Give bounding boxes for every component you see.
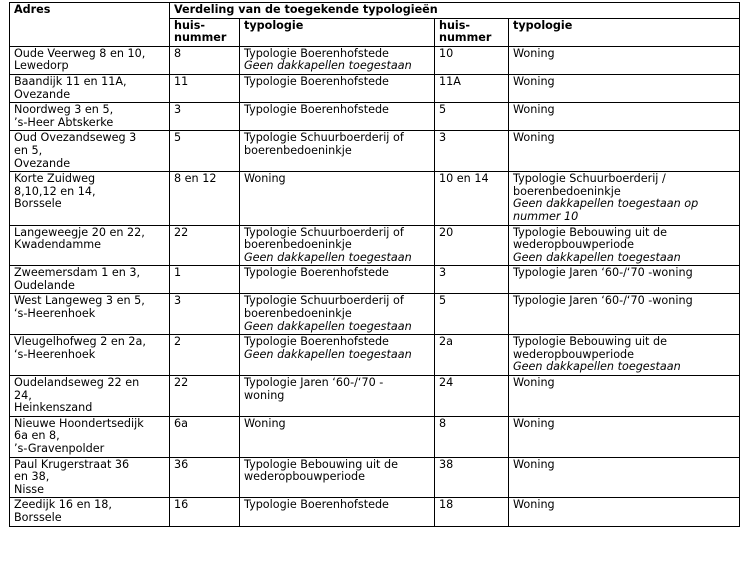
typology-note: Geen dakkapellen toegestaan <box>244 59 412 73</box>
house-number-1-cell <box>170 376 240 417</box>
cell-text: woning <box>244 388 285 402</box>
table-row <box>10 416 740 457</box>
table-row <box>10 225 740 266</box>
address-cell <box>10 74 170 102</box>
cell-text: Woning <box>244 416 286 430</box>
cell-text: Typologie Schuurboerderij of <box>244 225 404 239</box>
cell-text: Typologie Bebouwing uit de <box>513 335 667 349</box>
house-number-1-cell <box>170 103 240 131</box>
cell-text: 10 <box>439 46 454 60</box>
cell-text: Typologie Jaren ‘60-/‘70 -woning <box>513 294 693 308</box>
cell-text: wederopbouwperiode <box>244 470 366 484</box>
typology-2-cell <box>509 103 740 131</box>
address-cell <box>10 172 170 225</box>
house-number-2-cell <box>435 335 509 376</box>
house-number-2-cell <box>435 457 509 498</box>
typology-note: Geen dakkapellen toegestaan <box>513 360 681 374</box>
cell-text: Borssele <box>14 510 62 524</box>
cell-text: Nisse <box>14 482 45 496</box>
house-number-1-cell <box>170 498 240 526</box>
typology-2-cell <box>509 376 740 417</box>
table-row <box>10 46 740 74</box>
cell-text: West Langeweg 3 en 5, <box>14 294 145 308</box>
typology-1-cell <box>240 131 435 172</box>
table-row <box>10 376 740 417</box>
table-row <box>10 294 740 335</box>
cell-text: 2 <box>174 335 182 349</box>
table-row <box>10 131 740 172</box>
cell-text: Korte Zuidweg <box>14 172 96 186</box>
cell-text: Woning <box>513 46 555 60</box>
cell-text: Typologie Boerenhofstede <box>244 103 389 117</box>
typology-1-cell <box>240 46 435 74</box>
cell-text: Typologie Schuurboerderij / <box>513 172 666 186</box>
cell-text: Noordweg 3 en 5, <box>14 103 114 117</box>
table-row <box>10 498 740 526</box>
header-house-number-1-line2: nummer <box>174 31 227 45</box>
cell-text: Typologie Jaren ‘60-/‘70 -woning <box>513 266 693 280</box>
typology-2-cell <box>509 74 740 102</box>
header-house-number-2 <box>435 18 509 46</box>
house-number-1-cell <box>170 266 240 294</box>
cell-text: ’s-Gravenpolder <box>14 442 105 455</box>
typology-1-cell <box>240 103 435 131</box>
typology-note: Geen dakkapellen toegestaan <box>513 250 681 264</box>
house-number-2-cell <box>435 225 509 266</box>
cell-text: Woning <box>513 103 555 117</box>
house-number-1-cell <box>170 335 240 376</box>
typology-2-cell <box>509 335 740 376</box>
cell-text: Typologie Schuurboerderij of <box>244 131 404 145</box>
house-number-2-cell <box>435 294 509 335</box>
cell-text: 18 <box>439 498 454 512</box>
typology-note-line: nummer 10 <box>513 209 579 223</box>
typology-1-cell <box>240 294 435 335</box>
typology-1-cell <box>240 457 435 498</box>
house-number-1-cell <box>170 294 240 335</box>
house-number-2-cell <box>435 103 509 131</box>
typology-note: Geen dakkapellen toegestaan <box>244 347 412 361</box>
address-cell <box>10 103 170 131</box>
cell-text: 2a <box>439 335 453 349</box>
address-cell <box>10 131 170 172</box>
typology-2-cell <box>509 46 740 74</box>
cell-text: Zweemersdam 1 en 3, <box>14 266 141 280</box>
cell-text: wederopbouwperiode <box>513 238 635 252</box>
table-row <box>10 457 740 498</box>
typology-1-cell <box>240 225 435 266</box>
cell-text: ‘s-Heerenhoek <box>14 307 96 321</box>
cell-text: 36 <box>174 457 189 471</box>
house-number-2-cell <box>435 266 509 294</box>
cell-text: Oud Ovezandseweg 3 <box>14 131 137 145</box>
cell-text: 8 <box>439 416 447 430</box>
typology-2-cell <box>509 172 740 225</box>
table-header <box>10 3 740 47</box>
table-row <box>10 74 740 102</box>
cell-text: 24, <box>14 388 32 402</box>
house-number-2-cell <box>435 172 509 225</box>
cell-text: 8,10,12 en 14, <box>14 184 96 198</box>
address-cell <box>10 225 170 266</box>
cell-text: Woning <box>513 416 555 430</box>
cell-text: 16 <box>174 498 189 512</box>
typology-2-cell <box>509 416 740 457</box>
house-number-2-cell <box>435 416 509 457</box>
address-cell <box>10 335 170 376</box>
cell-text: Typologie Boerenhofstede <box>244 46 389 60</box>
cell-text: Typologie Boerenhofstede <box>244 74 389 88</box>
typology-document <box>9 2 739 527</box>
cell-text: 38 <box>439 457 454 471</box>
cell-text: Ovezande <box>14 156 71 170</box>
typology-1-cell <box>240 335 435 376</box>
address-cell <box>10 416 170 457</box>
cell-text: boerenbedoeninkje <box>244 307 352 321</box>
header-typology-1: typologie <box>240 18 435 46</box>
house-number-1-cell <box>170 46 240 74</box>
cell-text: boerenbedoeninkje <box>244 238 352 252</box>
typology-1-cell <box>240 172 435 225</box>
cell-text: Paul Krugerstraat 36 <box>14 457 130 471</box>
cell-text: boerenbedoeninkje <box>513 184 621 198</box>
typology-1-cell <box>240 376 435 417</box>
table-row <box>10 172 740 225</box>
cell-text: Vleugelhofweg 2 en 2a, <box>14 335 146 349</box>
cell-text: 22 <box>174 376 189 390</box>
cell-text: ‘s-Heerenhoek <box>14 347 96 361</box>
cell-text: Typologie Boerenhofstede <box>244 266 389 280</box>
house-number-2-cell <box>435 498 509 526</box>
cell-text: Oudelandseweg 22 en <box>14 376 140 390</box>
house-number-1-cell <box>170 225 240 266</box>
cell-text: Kwadendamme <box>14 238 102 252</box>
cell-text: Woning <box>513 498 555 512</box>
cell-text: Zeedijk 16 en 18, <box>14 498 112 512</box>
house-number-2-cell <box>435 74 509 102</box>
typology-2-cell <box>509 266 740 294</box>
cell-text: Typologie Boerenhofstede <box>244 498 389 512</box>
cell-text: Baandijk 11 en 11A, <box>14 74 127 88</box>
address-cell <box>10 46 170 74</box>
header-address: Adres <box>10 3 170 47</box>
header-row-top <box>10 3 740 19</box>
cell-text: Typologie Bebouwing uit de <box>244 457 398 471</box>
typology-2-cell <box>509 225 740 266</box>
typology-note: Geen dakkapellen toegestaan <box>244 319 412 333</box>
typology-note-line: Geen dakkapellen toegestaan op <box>513 197 699 211</box>
table-row <box>10 103 740 131</box>
typology-2-cell <box>509 498 740 526</box>
cell-text: Lewedorp <box>14 59 69 73</box>
cell-text: 5 <box>439 103 447 117</box>
cell-text: Woning <box>513 74 555 88</box>
cell-text: wederopbouwperiode <box>513 347 635 361</box>
cell-text: 3 <box>174 294 182 308</box>
cell-text: 8 <box>174 46 182 60</box>
cell-text: Heinkenszand <box>14 401 93 415</box>
typology-1-cell <box>240 416 435 457</box>
cell-text: Typologie Bebouwing uit de <box>513 225 667 239</box>
house-number-2-cell <box>435 376 509 417</box>
cell-text: Typologie Boerenhofstede <box>244 335 389 349</box>
header-distribution: Verdeling van de toegekende typologieën <box>170 3 740 19</box>
cell-text: 1 <box>174 266 182 280</box>
address-cell <box>10 457 170 498</box>
header-house-number-2-line1: huis- <box>439 18 471 32</box>
cell-text: 5 <box>439 294 447 308</box>
house-number-2-cell <box>435 46 509 74</box>
cell-text: 11A <box>439 74 461 88</box>
house-number-1-cell <box>170 74 240 102</box>
address-cell <box>10 498 170 526</box>
cell-text: ’s-Heer Abtskerke <box>14 115 114 129</box>
typology-1-cell <box>240 266 435 294</box>
table-body <box>10 46 740 526</box>
cell-text: Oudelande <box>14 278 75 292</box>
cell-text: 5 <box>174 131 182 145</box>
cell-text: 6a en 8, <box>14 429 60 443</box>
cell-text: en 38, <box>14 470 50 484</box>
cell-text: Woning <box>244 172 286 186</box>
cell-text: 20 <box>439 225 454 239</box>
cell-text: Langeweegje 20 en 22, <box>14 225 145 239</box>
cell-text: 3 <box>174 103 182 117</box>
cell-text: Woning <box>513 457 555 471</box>
cell-text: Ovezande <box>14 87 71 101</box>
table-row <box>10 266 740 294</box>
cell-text: 11 <box>174 74 189 88</box>
cell-text: Borssele <box>14 197 62 211</box>
header-house-number-2-line2: nummer <box>439 31 492 45</box>
cell-text: 3 <box>439 131 447 145</box>
cell-text: 6a <box>174 416 188 430</box>
header-typology-2: typologie <box>509 18 740 46</box>
cell-text: 22 <box>174 225 189 239</box>
header-house-number-1-line1: huis- <box>174 18 206 32</box>
cell-text: Nieuwe Hoondertsedijk <box>14 416 144 430</box>
cell-text: 3 <box>439 266 447 280</box>
house-number-2-cell <box>435 131 509 172</box>
typology-2-cell <box>509 457 740 498</box>
cell-text: 8 en 12 <box>174 172 217 186</box>
cell-text: Woning <box>513 131 555 145</box>
cell-text: en 5, <box>14 143 43 157</box>
typology-1-cell <box>240 74 435 102</box>
typology-note: Geen dakkapellen toegestaan <box>244 250 412 264</box>
table-row <box>10 335 740 376</box>
house-number-1-cell <box>170 131 240 172</box>
cell-text: 24 <box>439 376 454 390</box>
address-cell <box>10 266 170 294</box>
header-house-number-1 <box>170 18 240 46</box>
house-number-1-cell <box>170 172 240 225</box>
cell-text: Oude Veerweg 8 en 10, <box>14 46 146 60</box>
typology-1-cell <box>240 498 435 526</box>
address-cell <box>10 376 170 417</box>
house-number-1-cell <box>170 457 240 498</box>
typology-table <box>9 2 740 527</box>
house-number-1-cell <box>170 416 240 457</box>
cell-text: Woning <box>513 376 555 390</box>
typology-2-cell <box>509 294 740 335</box>
cell-text: Typologie Schuurboerderij of <box>244 294 404 308</box>
cell-text: 10 en 14 <box>439 172 489 186</box>
address-cell <box>10 294 170 335</box>
cell-text: boerenbedoeninkje <box>244 143 352 157</box>
typology-2-cell <box>509 131 740 172</box>
cell-text: Typologie Jaren ‘60-/‘70 - <box>244 376 384 390</box>
